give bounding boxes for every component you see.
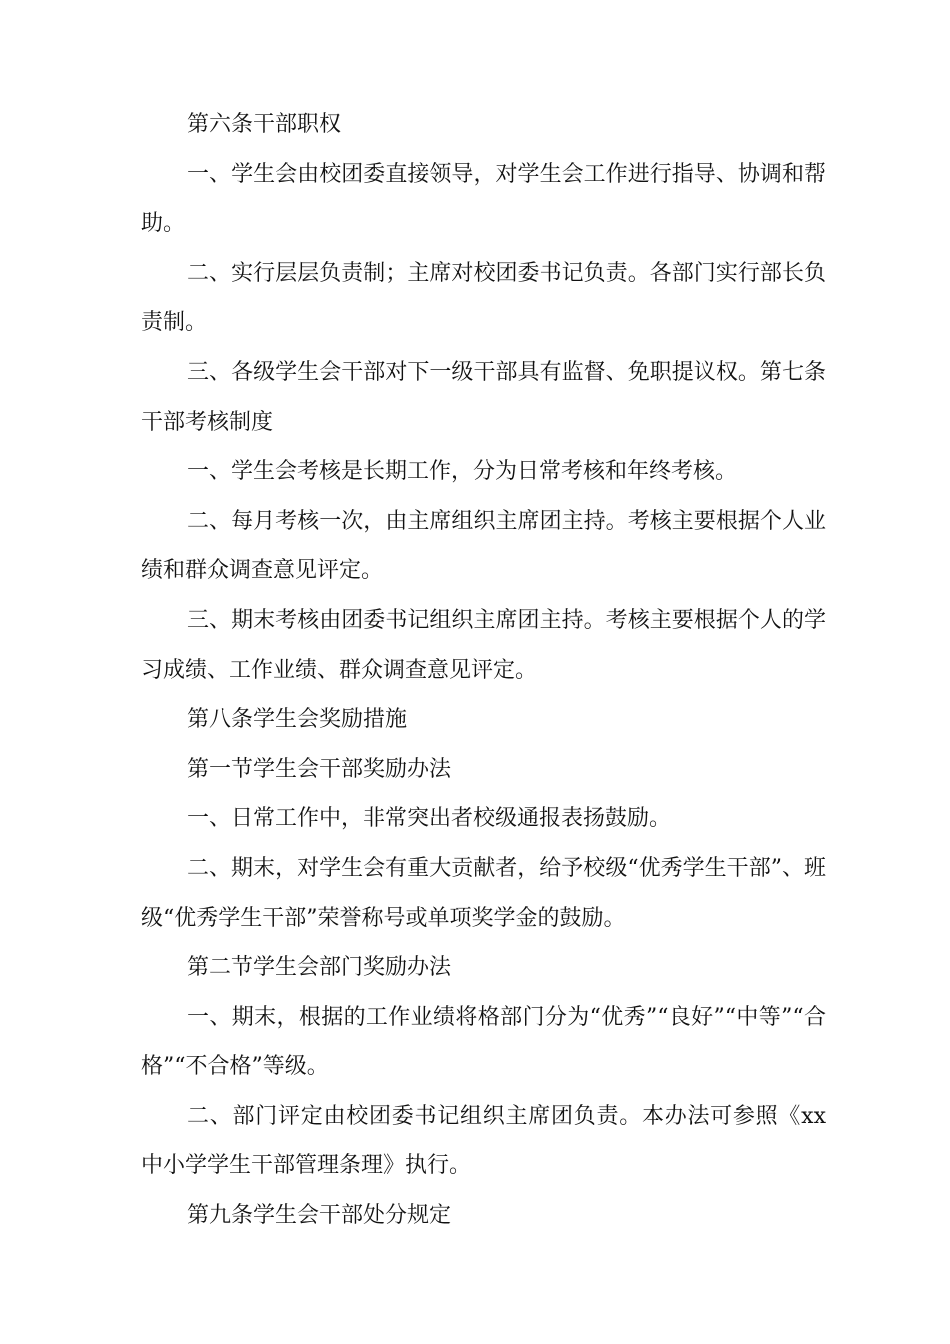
paragraph-text: 第六条干部职权 [187,112,342,137]
section-heading-article-9 [141,1191,826,1241]
section-heading-article-8 [141,695,826,745]
section-heading-part-1 [141,745,826,795]
paragraph-text: 一、学生会考核是长期工作，分为日常考核和年终考核。 [187,459,738,485]
paragraph-text: 一、日常工作中，非常突出者校级通报表扬鼓励。 [187,806,672,832]
paragraph [141,596,826,695]
paragraph [141,794,826,844]
paragraph [141,150,826,249]
paragraph-text: 第二节学生会部门奖励办法 [187,955,452,981]
paragraph [141,497,826,596]
section-heading-part-2 [141,943,826,993]
paragraph [141,249,826,348]
paragraph-text: 第八条学生会奖励措施 [187,707,408,733]
paragraph-text: 二、每月考核一次，由主席组织主席团主持。考核主要根据个人业绩和群众调查意见评定。 [141,508,826,584]
paragraph-text: 二、期末，对学生会有重大贡献者，给予校级“优秀学生干部”、班级“优秀学生干部”荣誉称号或单项奖学金的鼓励。 [141,855,826,931]
paragraph [141,447,826,497]
paragraph [141,844,826,943]
section-heading-article-6 [141,100,826,150]
paragraph [141,1092,826,1191]
paragraph-text: 二、部门评定由校团委书记组织主席团负责。本办法可参照《xx中小学学生干部管理条理》执行。 [141,1103,826,1179]
paragraph-text: 二、实行层层负责制；主席对校团委书记负责。各部门实行部长负责制。 [141,260,826,336]
paragraph-text: 第一节学生会干部奖励办法 [187,756,452,782]
paragraph [141,348,826,447]
paragraph-text: 第九条学生会干部处分规定 [187,1203,452,1229]
paragraph-text: 三、期末考核由团委书记组织主席团主持。考核主要根据个人的学习成绩、工作业绩、群众调查意见评定。 [141,607,826,683]
paragraph-text: 一、期末，根据的工作业绩将格部门分为“优秀”“良好”“中等”“合格”“不合格”等级。 [141,1004,826,1080]
paragraph-text: 一、学生会由校团委直接领导，对学生会工作进行指导、协调和帮助。 [141,161,826,237]
paragraph [141,993,826,1092]
document-body [141,100,826,1241]
paragraph-text: 三、各级学生会干部对下一级干部具有监督、免职提议权。第七条干部考核制度 [141,359,826,435]
